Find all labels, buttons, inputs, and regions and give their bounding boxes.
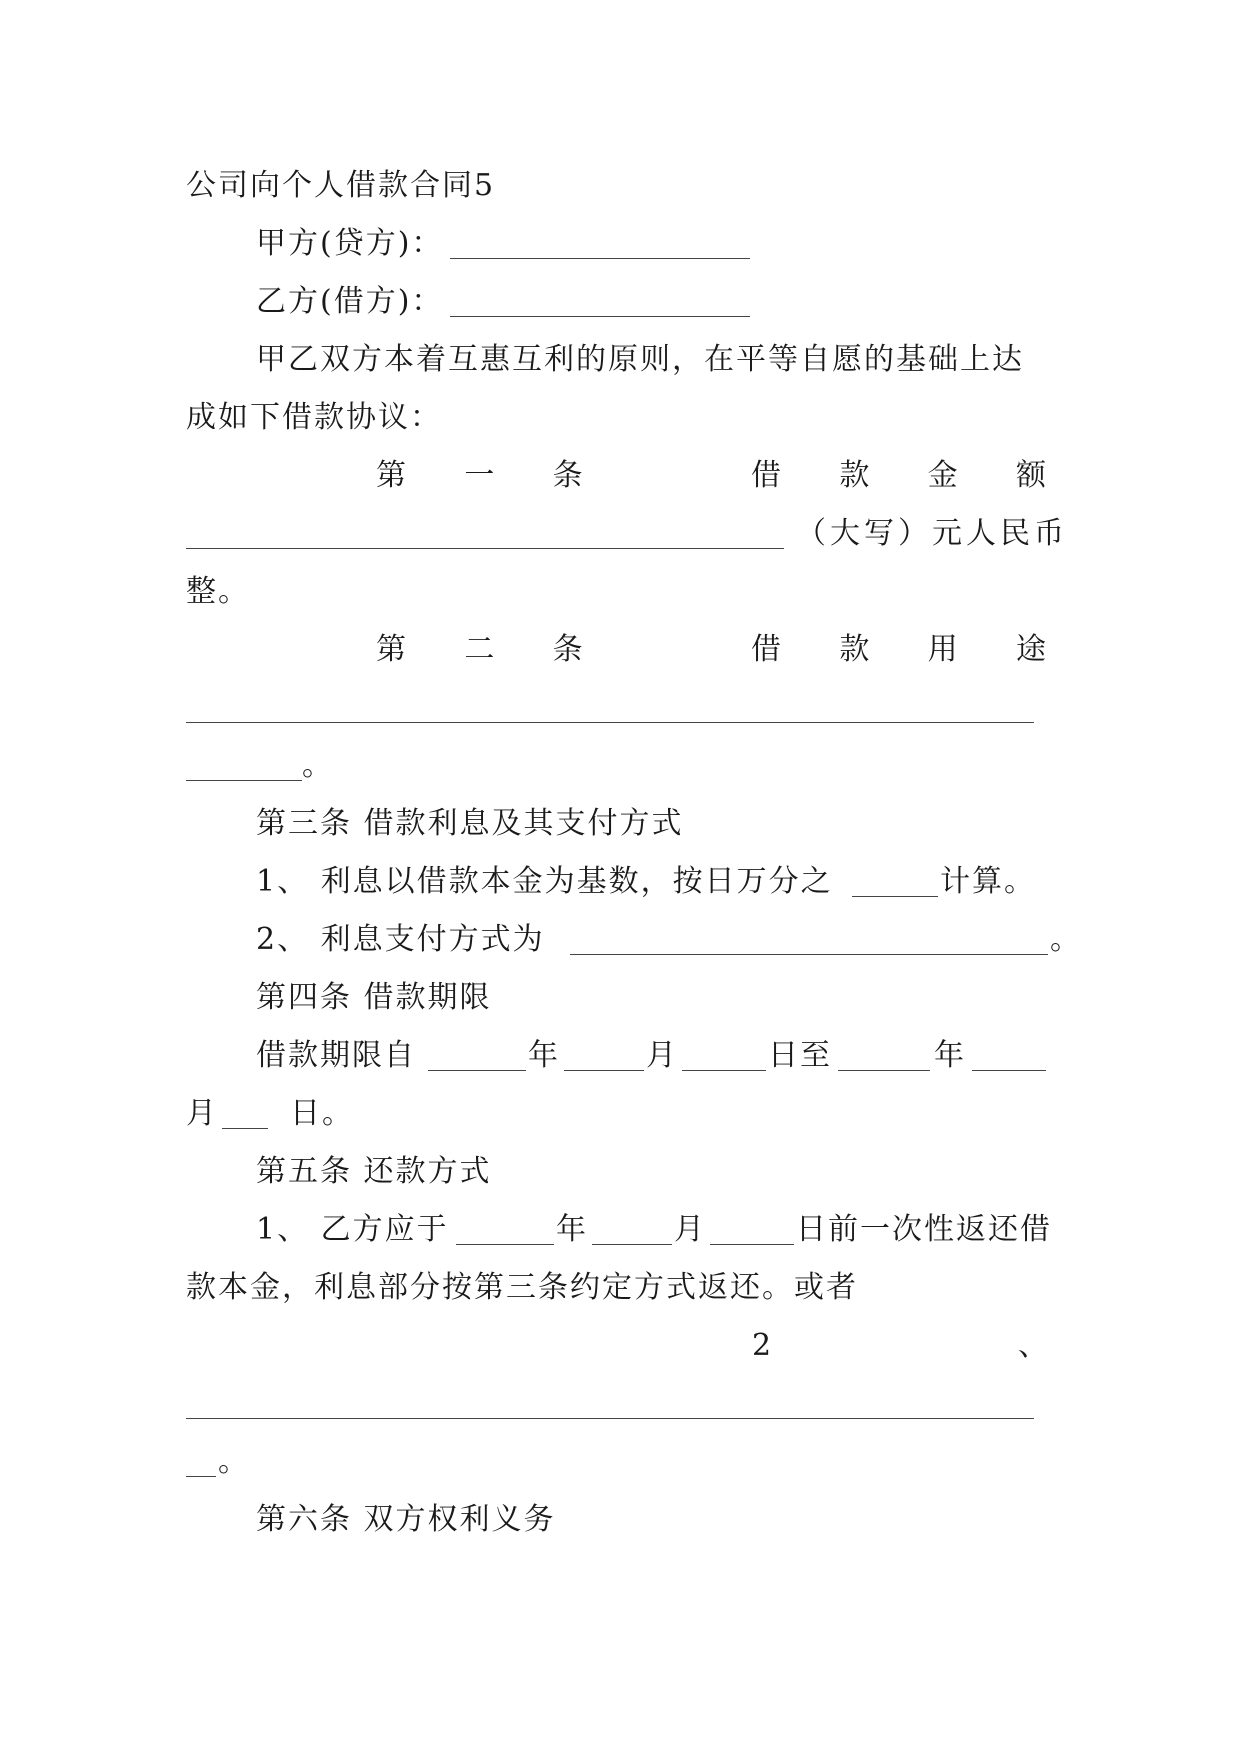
party-b-blank <box>450 316 750 317</box>
article-1-char: 条 <box>552 458 583 493</box>
article-3-item-2: 2、 利息支付方式为 <box>256 922 545 957</box>
article-1-char: 额 <box>1015 458 1046 493</box>
article-1-char: 借 <box>750 458 781 493</box>
article-2-heading <box>376 628 1046 672</box>
article-3-item-1-end: 计算。 <box>940 864 1036 899</box>
end-day-blank <box>222 1128 268 1129</box>
repay-other-blank-2 <box>186 1476 216 1477</box>
article-6-title: 第六条 双方权利义务 <box>256 1502 556 1537</box>
article-5-item-2-number: 2 <box>752 1328 774 1363</box>
article-3-item-2-period: 。 <box>1050 922 1082 957</box>
loan-purpose-blank-1 <box>186 722 1034 723</box>
intro-line-1: 甲乙双方本着互惠互利的原则，在平等自愿的基础上达 <box>256 342 1024 377</box>
article-5-item-1: 1、 乙方应于 <box>256 1212 449 1247</box>
term-from-label: 借款期限自 <box>256 1038 416 1073</box>
repay-year-label: 年 <box>556 1212 588 1247</box>
end-year-label: 年 <box>934 1038 966 1073</box>
repay-year-blank <box>456 1244 554 1245</box>
end-year-blank <box>838 1070 930 1071</box>
article-2-char: 第 <box>376 632 406 667</box>
article-3-item-1: 1、 利息以借款本金为基数，按日万分之 <box>256 864 833 899</box>
term-to-label: 日至 <box>768 1038 832 1073</box>
end-day-label: 日。 <box>290 1096 354 1131</box>
repay-other-blank-1 <box>186 1418 1034 1419</box>
payment-method-blank <box>570 954 1048 955</box>
intro-line-2: 成如下借款协议： <box>186 400 442 435</box>
article-5-item-1-cont: 日前一次性返还借 <box>796 1212 1052 1247</box>
article-5-title: 第五条 还款方式 <box>256 1154 492 1189</box>
repay-day-blank <box>710 1244 794 1245</box>
article-5-item-2-separator: 、 <box>1018 1328 1050 1363</box>
start-month-label: 月 <box>646 1038 678 1073</box>
loan-amount-suffix: （大写）元人民币 <box>796 516 1068 551</box>
article-5-period: 。 <box>218 1444 250 1479</box>
start-year-blank <box>428 1070 526 1071</box>
document-title: 公司向个人借款合同5 <box>186 168 496 203</box>
article-3-title: 第三条 借款利息及其支付方式 <box>256 806 684 841</box>
start-year-label: 年 <box>528 1038 560 1073</box>
end-month-label: 月 <box>186 1096 218 1131</box>
article-2-char: 途 <box>1015 632 1046 667</box>
article-1-end: 整。 <box>186 574 250 609</box>
party-b-label: 乙方(借方)： <box>256 284 444 319</box>
party-a-blank <box>450 258 750 259</box>
repay-month-label: 月 <box>674 1212 706 1247</box>
loan-amount-blank <box>186 548 784 549</box>
party-a-label: 甲方(贷方)： <box>256 226 444 261</box>
article-1-char: 第 <box>376 458 406 493</box>
interest-rate-blank <box>852 896 938 897</box>
article-2-char: 款 <box>839 632 870 667</box>
loan-purpose-blank-2 <box>186 780 302 781</box>
article-2-char: 二 <box>464 632 495 667</box>
article-5-item-1-line-2: 款本金，利息部分按第三条约定方式返还。或者 <box>186 1270 858 1305</box>
article-1-char: 金 <box>927 458 958 493</box>
article-2-char: 借 <box>750 632 781 667</box>
article-1-heading <box>376 454 1046 498</box>
article-2-period: 。 <box>302 748 334 783</box>
repay-month-blank <box>592 1244 672 1245</box>
end-month-blank <box>972 1070 1046 1071</box>
article-4-title: 第四条 借款期限 <box>256 980 492 1015</box>
article-1-char: 一 <box>464 458 495 493</box>
article-2-char: 条 <box>552 632 583 667</box>
start-day-blank <box>682 1070 766 1071</box>
article-2-char: 用 <box>927 632 958 667</box>
article-1-char: 款 <box>839 458 870 493</box>
start-month-blank <box>564 1070 644 1071</box>
